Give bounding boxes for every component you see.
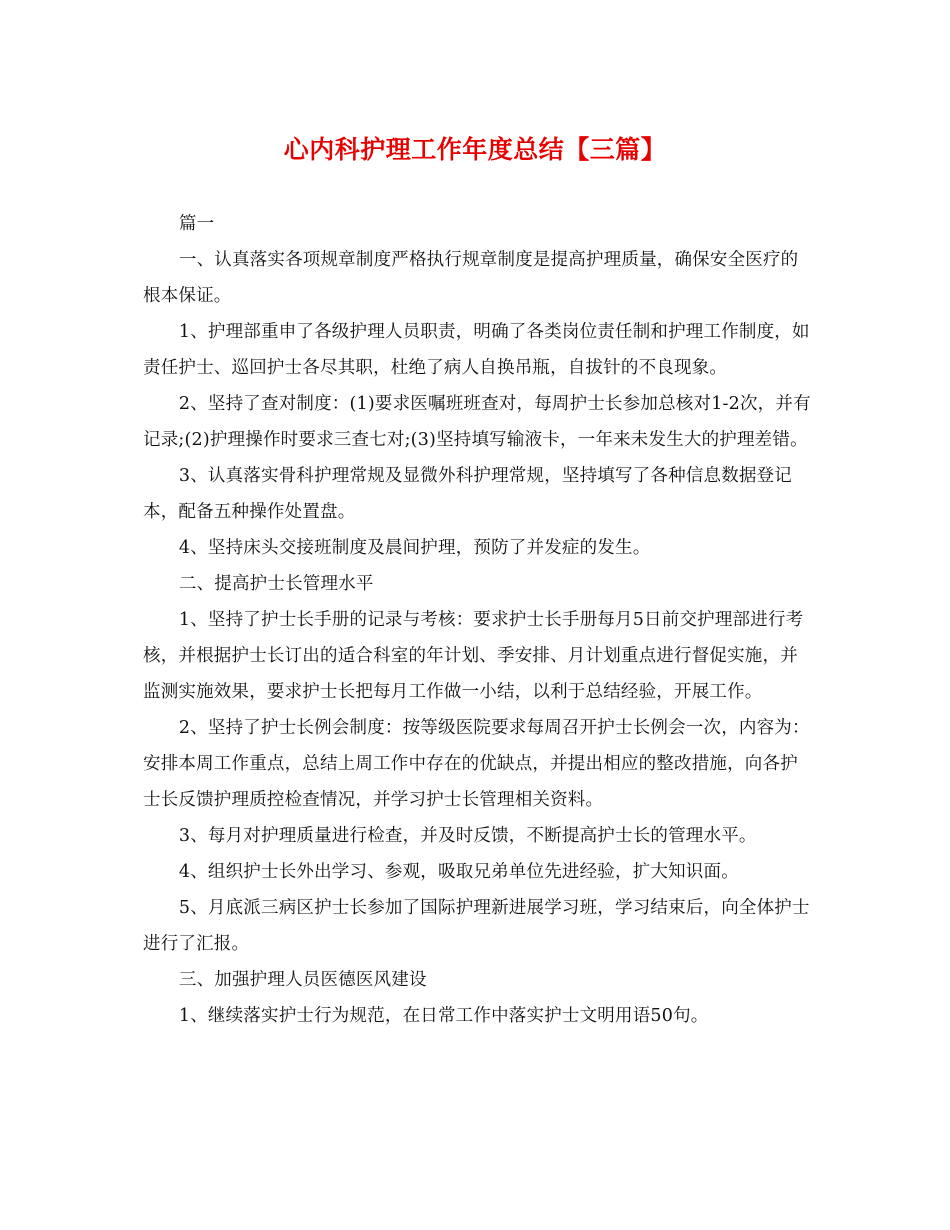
body-paragraph: 3、每月对护理质量进行检查，并及时反馈，不断提高护士长的管理水平。	[178, 826, 757, 846]
section-label: 篇一	[178, 214, 215, 234]
body-paragraph: 4、组织护士长外出学习、参观，吸取兄弟单位先进经验，扩大知识面。	[178, 862, 739, 882]
heading-paragraph: 三、加强护理人员医德医风建设	[178, 970, 427, 990]
heading-paragraph: 一、认真落实各项规章制度严格执行规章制度是提高护理质量，确保安全医疗的根本保证。	[143, 250, 799, 306]
body-paragraph: 2、坚持了护士长例会制度：按等级医院要求每周召开护士长例会一次，内容为：安排本周工作重点，总结上周工作中存在的优缺点，并提出相应的整改措施，向各护士长反馈护理质控检查情况，并学习护士长管理相关资料。	[143, 718, 810, 810]
document-body	[143, 206, 815, 1034]
body-paragraph: 2、坚持了查对制度：(1)要求医嘱班班查对，每周护士长参加总核对1-2次，并有记录;(2)护理操作时要求三查七对;(3)坚持填写输液卡，一年来未发生大的护理差错。	[143, 394, 811, 450]
body-paragraph: 4、坚持床头交接班制度及晨间护理，预防了并发症的发生。	[178, 538, 651, 558]
body-paragraph: 1、坚持了护士长手册的记录与考核：要求护士长手册每月5日前交护理部进行考核，并根据护士长订出的适合科室的年计划、季安排、月计划重点进行督促实施，并监测实施效果，要求护士长把每月工作做一小结，以利于总结经验，开展工作。	[143, 610, 804, 702]
heading-paragraph: 二、提高护士长管理水平	[178, 574, 374, 594]
body-paragraph: 5、月底派三病区护士长参加了国际护理新进展学习班，学习结束后，向全体护士进行了汇报。	[143, 898, 810, 954]
document-title: 心内科护理工作年度总结【三篇】	[283, 135, 667, 164]
body-paragraph: 1、继续落实护士行为规范，在日常工作中落实护士文明用语50句。	[178, 1006, 709, 1026]
body-paragraph: 3、认真落实骨科护理常规及显微外科护理常规，坚持填写了各种信息数据登记本，配备五种操作处置盘。	[143, 466, 793, 522]
body-paragraph: 1、护理部重申了各级护理人员职责，明确了各类岗位责任制和护理工作制度，如责任护士、巡回护士各尽其职，杜绝了病人自换吊瓶，自拔针的不良现象。	[143, 322, 810, 378]
